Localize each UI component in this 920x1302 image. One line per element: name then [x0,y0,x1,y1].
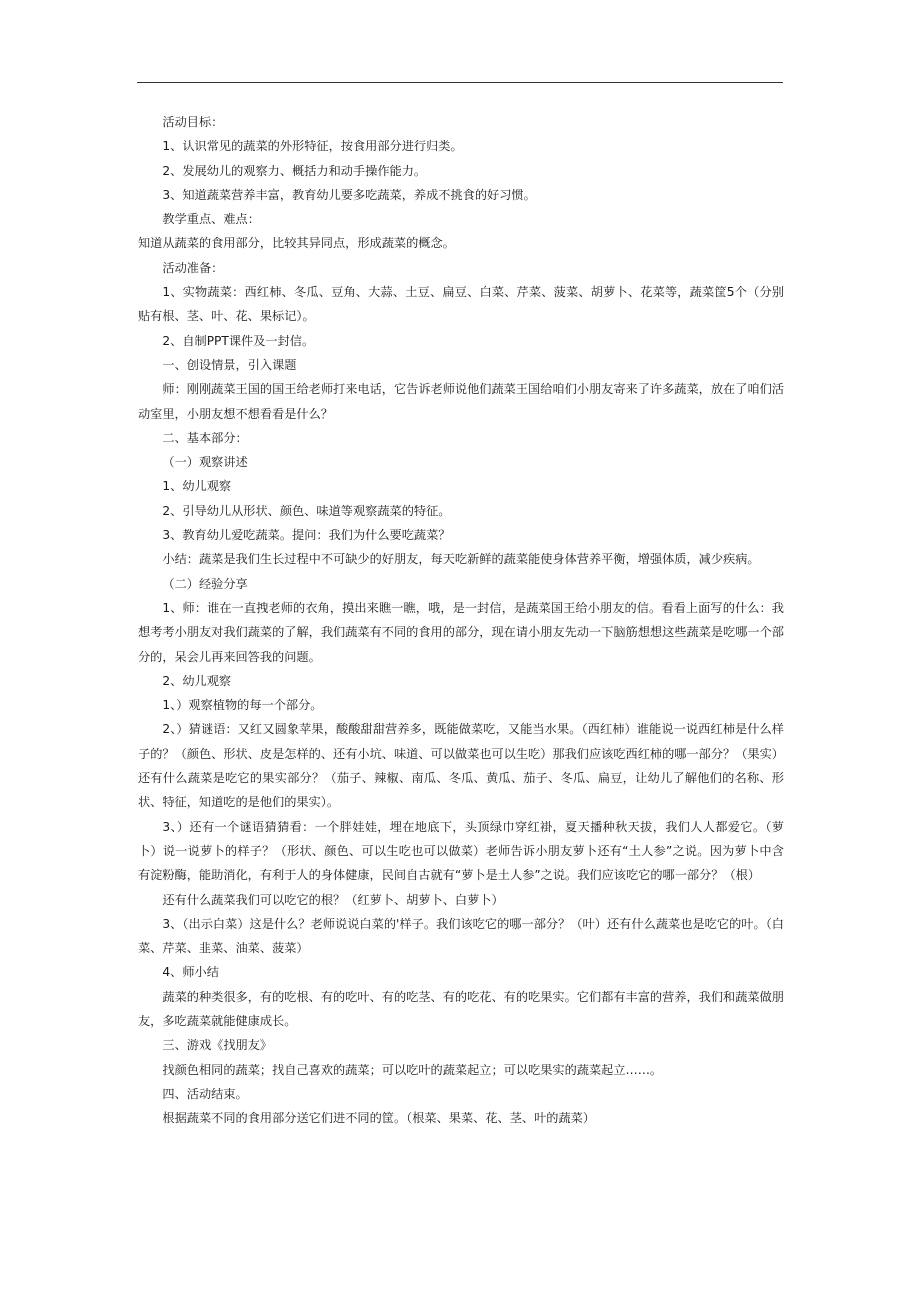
paragraph: （一）观察讲述 [162,455,248,470]
paragraph: 4、师小结 [162,965,219,980]
paragraph: 一、创设情景，引入课题 [162,357,297,372]
paragraph: 2、）猜谜语：又红又圆象苹果，酸酸甜甜营养多，既能做菜吃，又能当水果。（西红柿）谁能说一说西红柿是什么样子的？（颜色、形状、皮是怎样的、还有小坑、味道、可以做菜也可以生吃）那我们应该吃西红柿的哪一部分？（果实）还有什么蔬菜是吃它的果实部分？（茄子、辣椒、南瓜、冬瓜、黄瓜、茄子、冬瓜、扁豆，让幼儿了解他们的名称、形状、特征，知道吃的是他们的果实）。 [138,722,784,810]
paragraph: 根据蔬菜不同的食用部分送它们进不同的筐。（根菜、果菜、花、茎、叶的蔬菜） [162,1111,596,1126]
paragraph: 2、发展幼儿的观察力、概括力和动手操作能力。 [162,163,427,178]
paragraph: 小结：蔬菜是我们生长过程中不可缺少的好朋友，每天吃新鲜的蔬菜能使身体营养平衡，增强体质，减少疾病。 [162,552,760,567]
paragraph: 还有什么蔬菜我们可以吃它的根？（红萝卜、胡萝卜、白萝卜） [162,892,504,907]
paragraph: 3、）还有一个谜语猜猜看：一个胖娃娃，埋在地底下，头顶绿巾穿红褂，夏天播种秋天拔，我们人人都爱它。（萝卜）说一说萝卜的样子？（形状、颜色、可以生吃也可以做菜）老师告诉小朋友萝卜还有“土人参”之说。因为萝卜中含有淀粉酶，能助消化，有利于人的身体健康，民间自古就有“萝卜是土人参”之说。我们应该吃它的哪一部分？（根） [138,819,784,883]
paragraph: 3、知道蔬菜营养丰富，教育幼儿要多吃蔬菜，养成不挑食的好习惯。 [162,187,536,202]
paragraph: 活动准备： [162,260,224,275]
header-rule [137,82,783,83]
paragraph: 教学重点、难点： [162,212,260,227]
paragraph: 1、幼儿观察 [162,479,232,494]
paragraph: 二、基本部分： [162,430,248,445]
paragraph: 四、活动结束。 [162,1086,248,1101]
document-body [138,110,784,1130]
paragraph: 3、教育幼儿爱吃蔬菜。提问：我们为什么要吃蔬菜？ [162,528,451,543]
paragraph: 2、引导幼儿从形状、颜色、味道等观察蔬菜的特征。 [162,503,451,518]
paragraph: 1、）观察植物的每一个部分。 [162,698,323,713]
paragraph: 2、幼儿观察 [162,673,232,688]
paragraph: 蔬菜的种类很多，有的吃根、有的吃叶、有的吃茎、有的吃花、有的吃果实。它们都有丰富的营养，我们和蔬菜做朋友，多吃蔬菜就能健康成长。 [138,989,784,1028]
paragraph: 找颜色相同的蔬菜；找自己喜欢的蔬菜；可以吃叶的蔬菜起立；可以吃果实的蔬菜起立……。 [162,1062,663,1077]
paragraph: 师：刚刚蔬菜王国的国王给老师打来电话，它告诉老师说他们蔬菜王国给咱们小朋友寄来了许多蔬菜，放在了咱们活动室里，小朋友想不想看看是什么？ [138,382,784,421]
paragraph: 1、师：谁在一直拽老师的衣角，摸出来瞧一瞧，哦，是一封信，是蔬菜国王给小朋友的信。看看上面写的什么：我想考考小朋友对我们蔬菜的了解，我们蔬菜有不同的食用的部分，现在请小朋友先动一下脑筋想想这些蔬菜是吃哪一个部分的，呆会儿再来回答我的问题。 [138,600,784,664]
paragraph: 活动目标： [162,115,224,129]
paragraph: 三、游戏《找朋友》 [162,1038,273,1053]
paragraph: 1、实物蔬菜：西红柿、冬瓜、豆角、大蒜、土豆、扁豆、白菜、芹菜、菠菜、胡萝卜、花菜等，蔬菜筐5个（分别贴有根、茎、叶、花、果标记）。 [138,285,784,324]
paragraph: 1、认识常见的蔬菜的外形特征，按食用部分进行归类。 [162,139,463,154]
paragraph: 知道从蔬菜的食用部分，比较其异同点，形成蔬菜的概念。 [138,236,455,251]
paragraph: 3、（出示白菜）这是什么？老师说说白菜的'样子。我们该吃它的哪一部分？（叶）还有什么蔬菜也是吃它的叶。（白菜、芹菜、韭菜、油菜、菠菜） [138,916,784,956]
paragraph: （二）经验分享 [162,576,248,591]
paragraph: 2、自制PPT课件及一封信。 [162,333,315,348]
